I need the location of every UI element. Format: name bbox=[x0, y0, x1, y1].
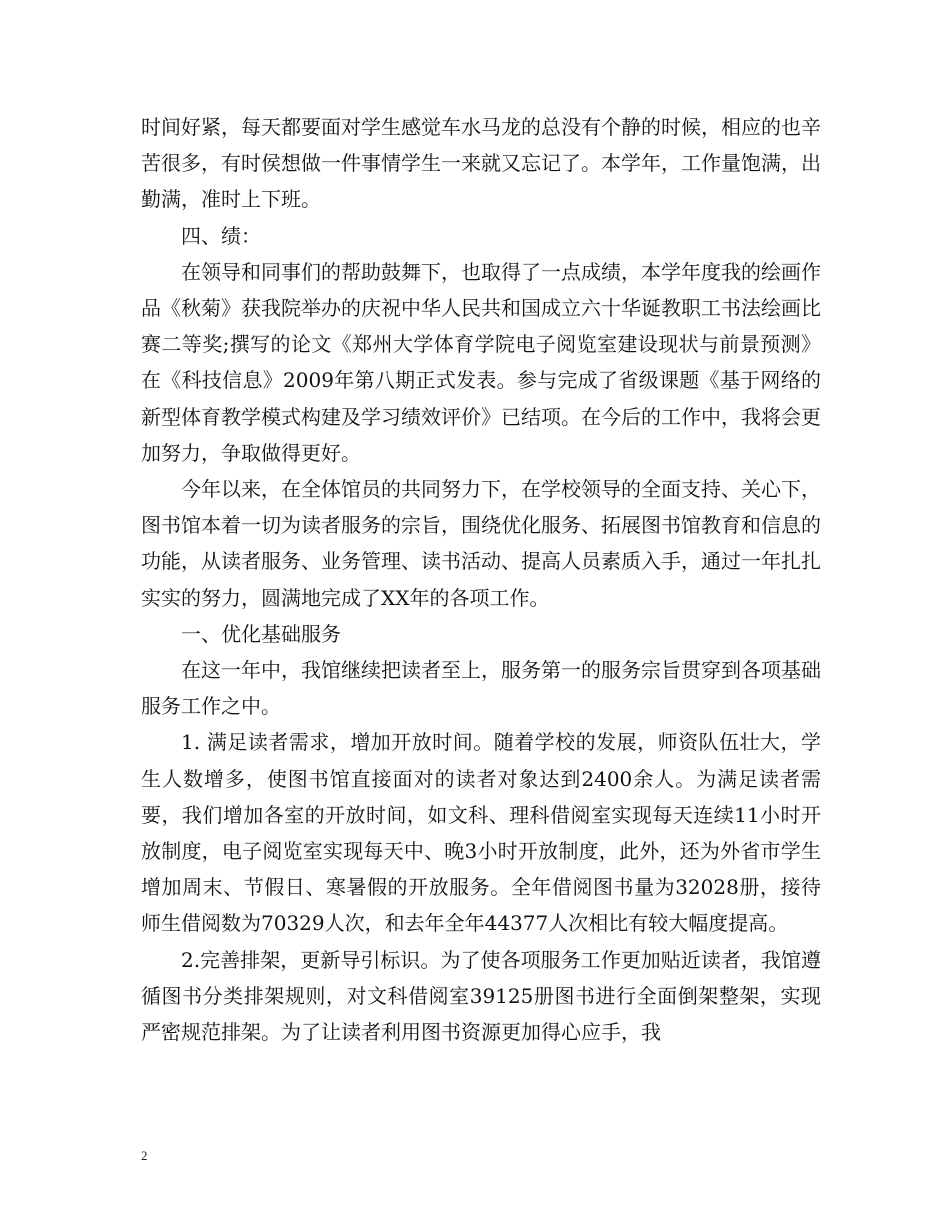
paragraph-shelving: 2.完善排架，更新导引标识。为了使各项服务工作更加贴近读者，我馆遵循图书分类排架规则，对文科借阅室39125册图书进行全面倒架整架，实现严密规范排架。为了让读者利用图书资源更加得心应手，我 bbox=[141, 947, 821, 1045]
section-heading-basic-services: 一、优化基础服务 bbox=[181, 621, 341, 646]
body-text bbox=[141, 109, 821, 1050]
paragraph-services-intro: 在这一年中，我馆继续把读者至上，服务第一的服务宗旨贯穿到各项基础服务工作之中。 bbox=[141, 658, 821, 719]
paragraph-continued: 时间好紧，每天都要面对学生感觉车水马龙的总没有个静的时候，相应的也辛苦很多，有时侯想做一件事情学生一来就又忘记了。本学年，工作量饱满，出勤满，准时上下班。 bbox=[141, 115, 821, 212]
paragraph-opening-hours: 1. 满足读者需求，增加开放时间。随着学校的发展，师资队伍壮大，学生人数增多，使图书馆直接面对的读者对象达到2400余人。为满足读者需要，我们增加各室的开放时间，如文科、理科借阅室实现每天连续11小时开放制度，电子阅览室实现每天中、晚3小时开放制度，此外，还为外省市学生增加周末、节假日、寒暑假的开放服务。全年借阅图书量为32028册，接待师生借阅数为70329人次，和去年全年44377人次相比有较大幅度提高。 bbox=[141, 730, 821, 936]
paragraph-library-overview: 今年以来，在全体馆员的共同努力下，在学校领导的全面支持、关心下，图书馆本着一切为读者服务的宗旨，围绕优化服务、拓展图书馆教育和信息的功能，从读者服务、业务管理、读书活动、提高人员素质入手，通过一年扎扎实实的努力，圆满地完成了XX年的各项工作。 bbox=[141, 477, 821, 610]
paragraph-achievements: 在领导和同事们的帮助鼓舞下，也取得了一点成绩，本学年度我的绘画作品《秋菊》获我院举办的庆祝中华人民共和国成立六十华诞教职工书法绘画比赛二等奖;撰写的论文《郑州大学体育学院电子阅览室建设现状与前景预测》在《科技信息》2009年第八期正式发表。参与完成了省级课题《基于网络的新型体育教学模式构建及学习绩效评价》已结项。在今后的工作中，我将会更加努力，争取做得更好。 bbox=[141, 259, 821, 465]
page-number: 2 bbox=[141, 1148, 148, 1163]
section-heading-achievements: 四、绩： bbox=[181, 223, 261, 248]
